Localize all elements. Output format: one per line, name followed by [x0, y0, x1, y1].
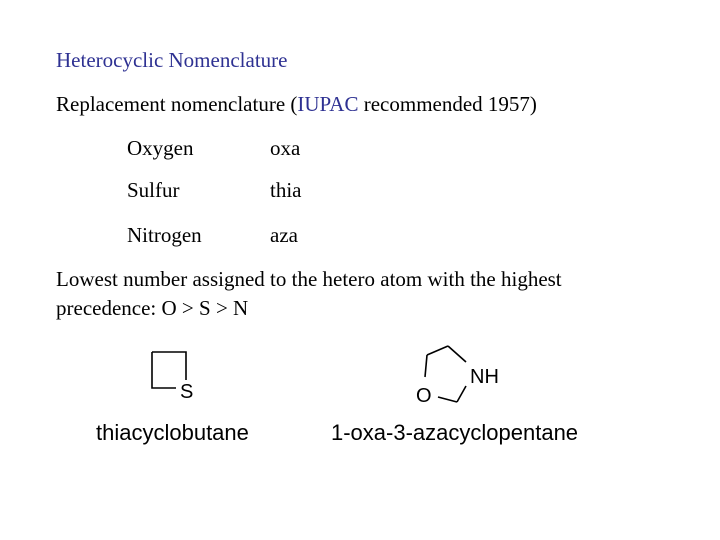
subtitle-suffix: recommended 1957) [358, 92, 537, 116]
ring-bond [457, 386, 466, 402]
subtitle [56, 92, 537, 117]
ring-bond [152, 352, 176, 388]
ring-bond [427, 346, 448, 355]
oxazolidine-structure [410, 340, 520, 410]
table-row [127, 136, 301, 161]
element-name: Oxygen [127, 136, 194, 160]
ring-bond [438, 397, 457, 402]
ring-bond [448, 346, 466, 362]
subtitle-prefix: Replacement nomenclature ( [56, 92, 298, 116]
table-row [127, 178, 302, 203]
ring-bond [152, 352, 186, 380]
element-prefix: thia [270, 178, 302, 202]
iupac-label: IUPAC [297, 92, 359, 116]
element-prefix: aza [270, 223, 298, 247]
element-prefix: oxa [270, 136, 301, 160]
thiacyclobutane-structure [146, 348, 206, 402]
element-name: Sulfur [127, 178, 180, 202]
nitrogen-atom-label: NH [470, 366, 499, 388]
precedence-rule: Lowest number assigned to the hetero atom with the highest precedence: O > S > N [56, 267, 562, 320]
element-name: Nitrogen [127, 223, 202, 247]
thiacyclobutane-caption: thiacyclobutane [96, 420, 249, 445]
table-row [127, 223, 298, 248]
oxygen-atom-label: O [416, 385, 432, 407]
sulfur-atom-label: S [180, 381, 194, 403]
page-title: Heterocyclic Nomenclature [56, 48, 288, 72]
ring-bond [425, 355, 427, 377]
oxazolidine-caption: 1-oxa-3-azacyclopentane [331, 420, 579, 445]
